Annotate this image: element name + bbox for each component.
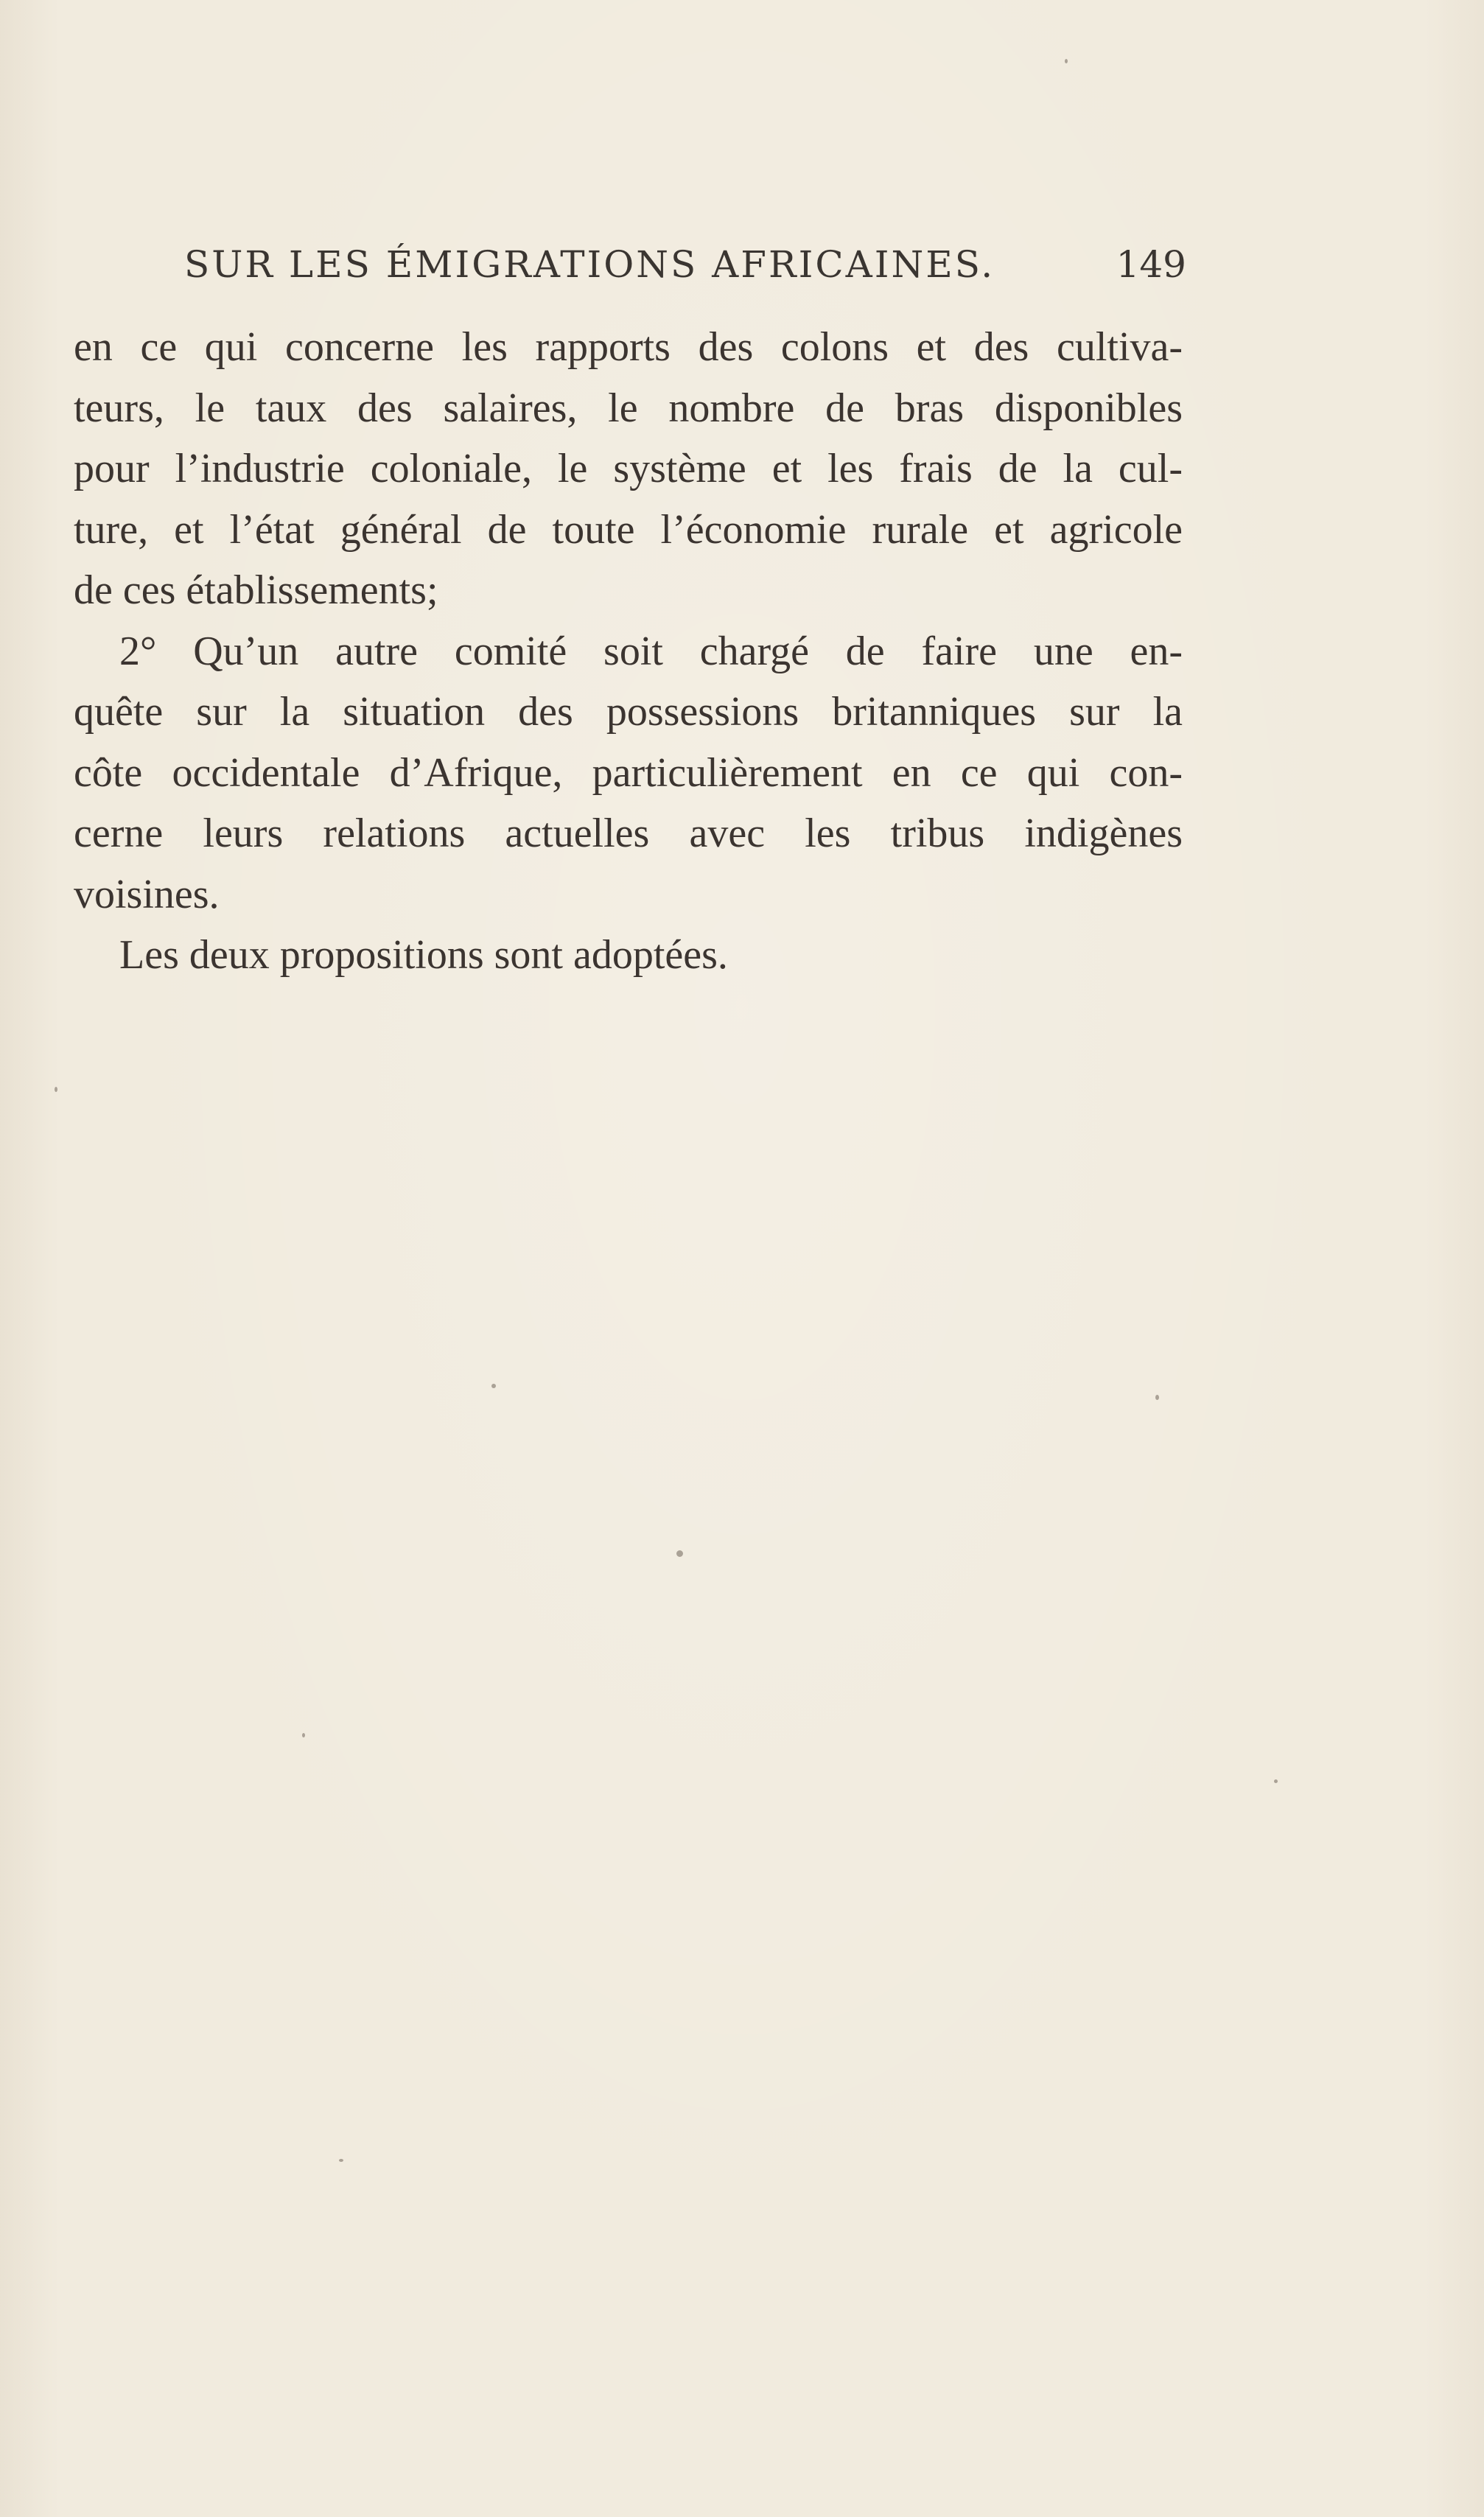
- text-line: pour l’industrie coloniale, le système et les frais de la cul-: [74, 446, 1183, 491]
- text-line: Les deux propositions sont adoptées.: [119, 932, 728, 978]
- paragraph-continuation: [74, 317, 1183, 621]
- paper-speck: [339, 2159, 343, 2162]
- paper-speck: [1274, 1779, 1278, 1783]
- page-number: 149: [1116, 243, 1186, 286]
- body-text: [74, 317, 1183, 986]
- paper-speck: [491, 1384, 496, 1388]
- paper-speck: [676, 1550, 683, 1557]
- paragraph-conclusion: [74, 925, 1183, 986]
- page-header: [184, 243, 1186, 302]
- paper-speck: [302, 1733, 305, 1737]
- text-line: teurs, le taux des salaires, le nombre de bras disponibles: [74, 385, 1183, 431]
- text-line: de ces établissements;: [74, 567, 438, 613]
- text-line: voisines.: [74, 871, 220, 917]
- text-line: cerne leurs relations actuelles avec les tribus indigènes: [74, 811, 1183, 856]
- text-line: en ce qui concerne les rapports des colons et des cultiva-: [74, 324, 1183, 370]
- text-line: quête sur la situation des possessions britanniques sur la: [74, 689, 1183, 735]
- text-line: ture, et l’état général de toute l’économie rurale et agricole: [74, 506, 1183, 553]
- paper-speck: [1065, 59, 1068, 63]
- paragraph-second-proposal: [74, 621, 1183, 925]
- text-line: côte occidentale d’Afrique, particulièrement en ce qui con-: [74, 749, 1183, 796]
- running-title: SUR LES ÉMIGRATIONS AFRICAINES.: [184, 243, 995, 286]
- paper-speck: [1155, 1395, 1159, 1400]
- text-line: 2° Qu’un autre comité soit chargé de faire une en-: [119, 628, 1183, 674]
- paper-speck: [55, 1087, 57, 1092]
